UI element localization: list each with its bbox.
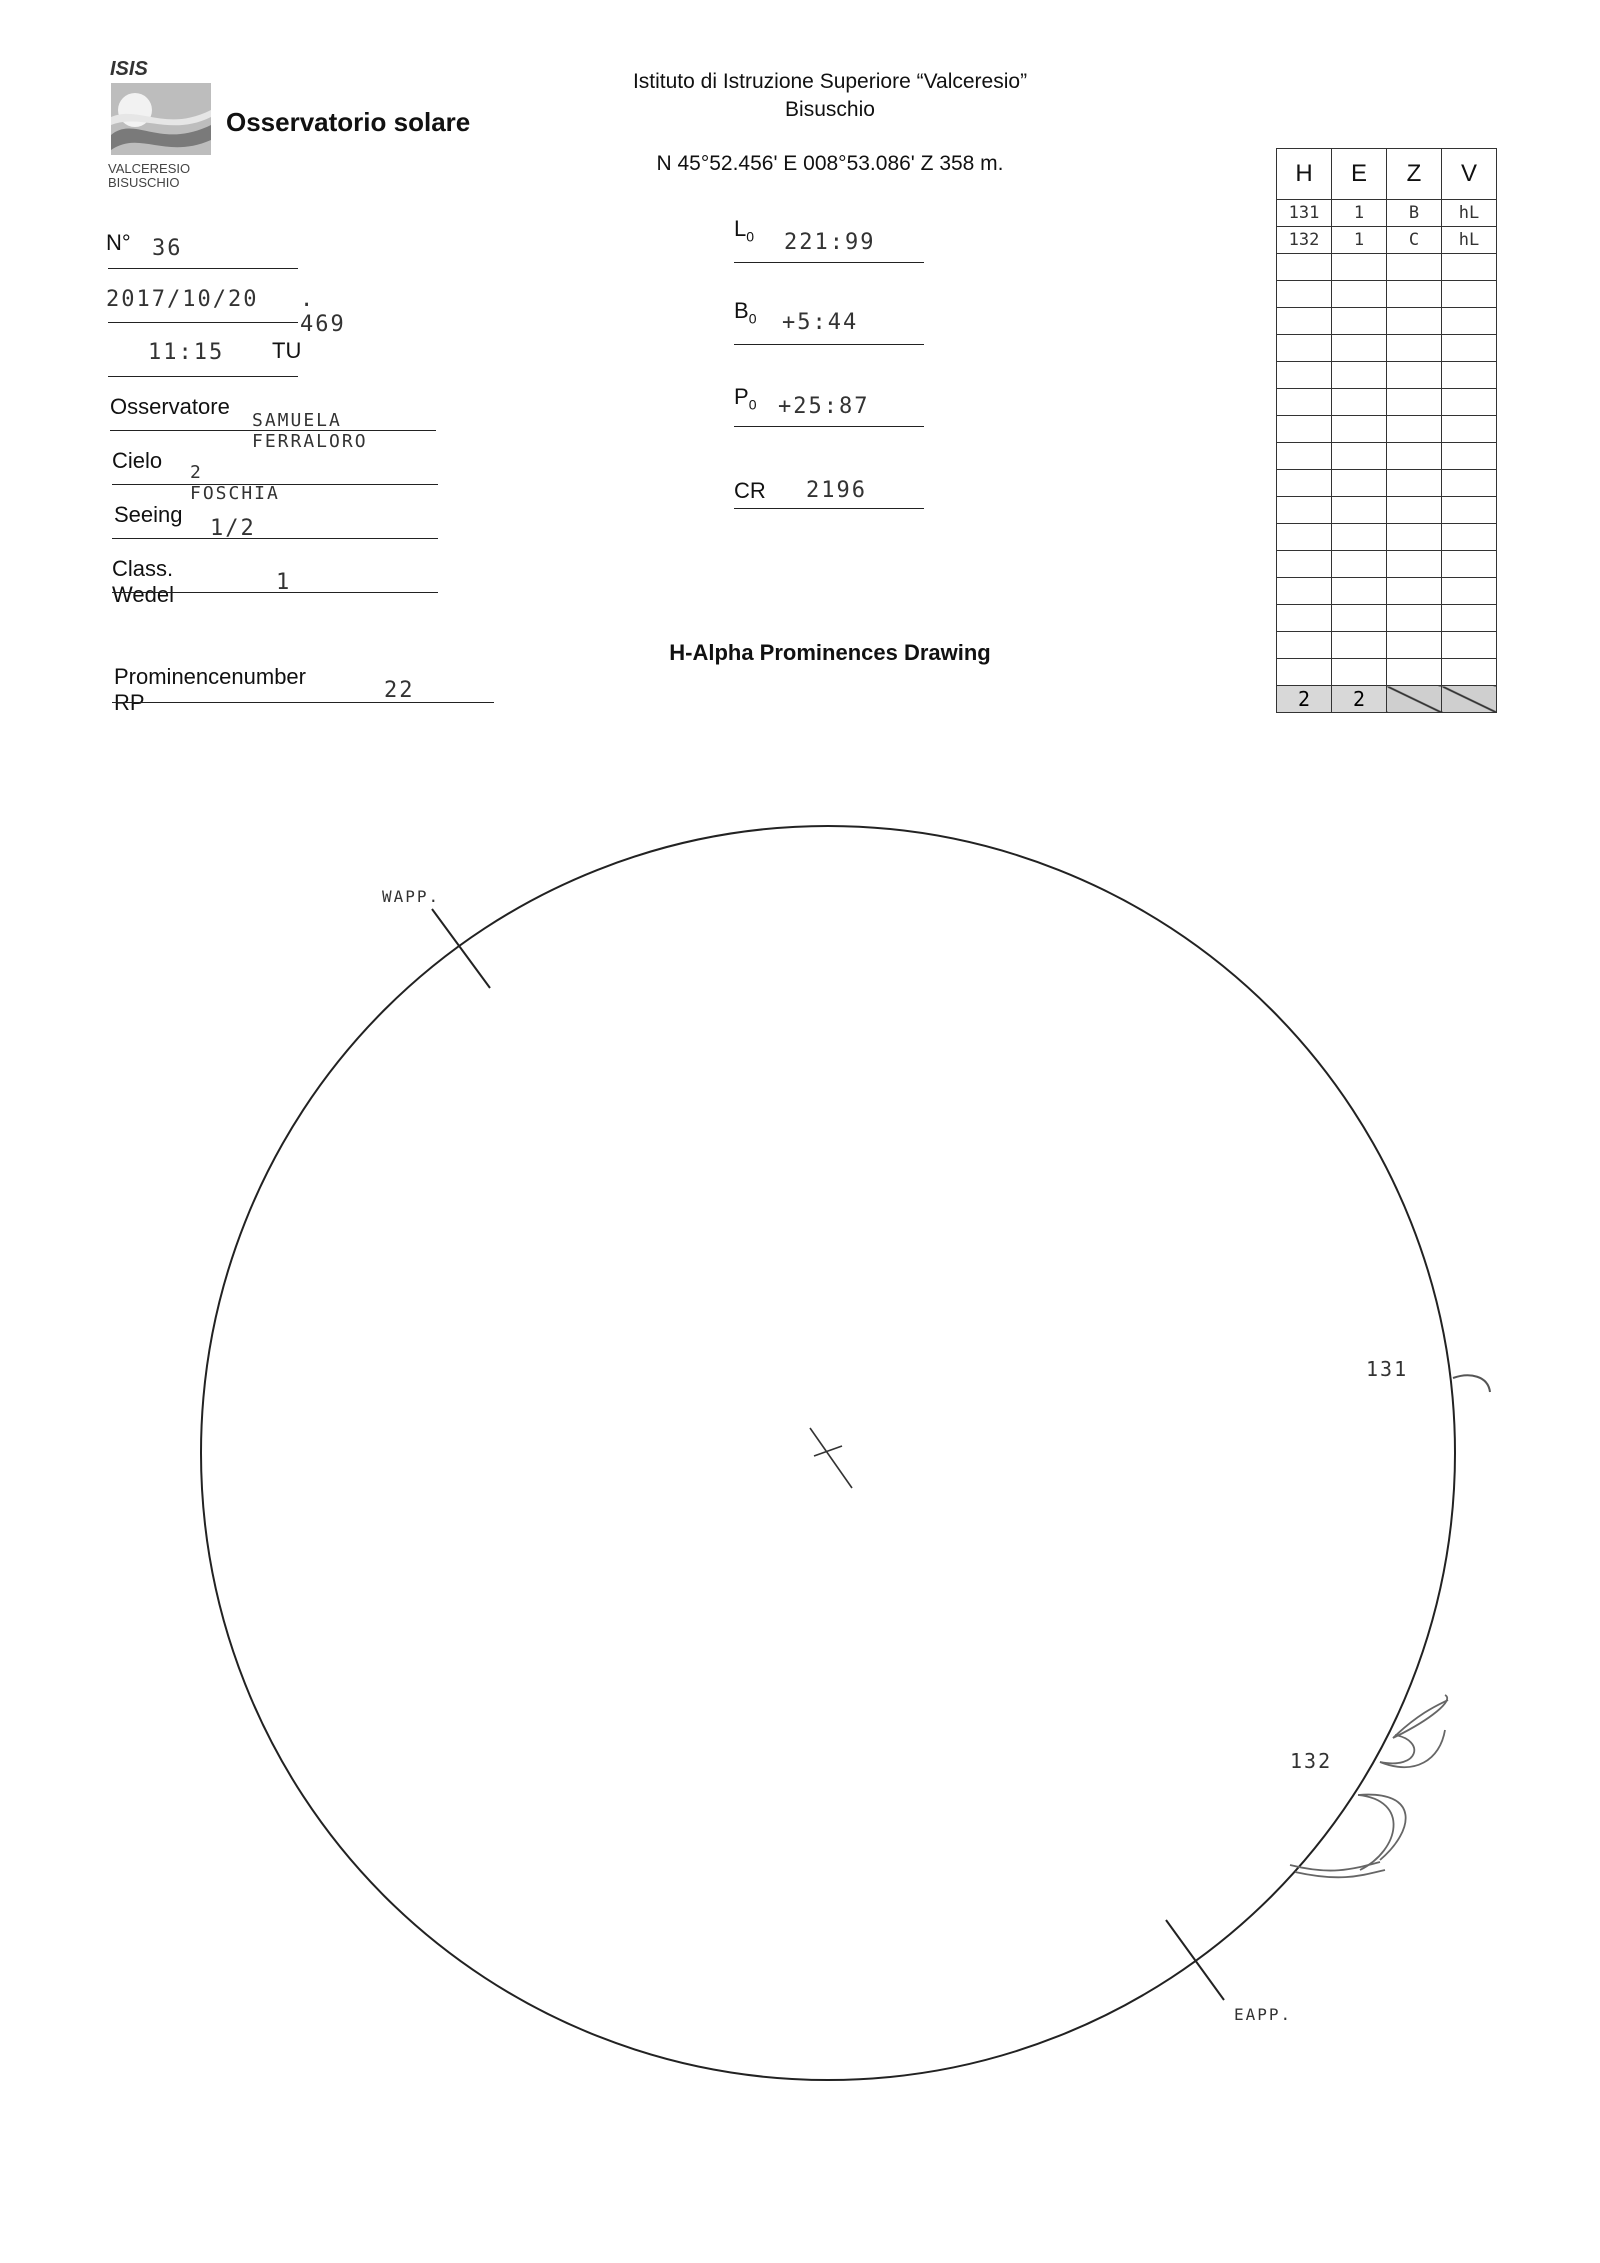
total-cell: 2	[1332, 686, 1387, 713]
b0-label: $B_0$	[734, 298, 757, 327]
cell-e: 1	[1332, 200, 1387, 227]
number-label: N°	[106, 230, 131, 255]
cr-value: 2196	[806, 478, 867, 503]
drawing-title: H-Alpha Prominences Drawing	[669, 640, 991, 665]
west-label: WAPP.	[382, 887, 441, 906]
prominence-number-label: Prominencenumber RP	[114, 664, 306, 715]
header-z: Z	[1387, 149, 1442, 200]
site-coordinates: N 45°52.456' E 008°53.086' Z 358 m.	[656, 152, 1004, 175]
east-tick	[1166, 1920, 1224, 2000]
prominence-131-shape	[1453, 1375, 1490, 1392]
p0-label: $P_0$	[734, 384, 757, 413]
time-value: 11:15	[148, 340, 225, 365]
cell-h: 131	[1277, 200, 1332, 227]
seeing-value: 1/2	[210, 516, 256, 541]
p0-value: +25:87	[778, 394, 870, 419]
wedel-value: 1	[276, 570, 292, 595]
wedel-label: Class. Wedel	[112, 556, 174, 607]
logo-valceresio-text: VALCERESIO	[108, 161, 191, 176]
cell-z: B	[1387, 200, 1442, 227]
l0-value: 221:99	[784, 230, 876, 255]
time-unit: TU	[272, 338, 302, 363]
seeing-label: Seeing	[114, 502, 183, 527]
l0-label: $L_0$	[734, 216, 755, 245]
header-h: H	[1277, 149, 1332, 200]
east-label: EAPP.	[1234, 2005, 1293, 2024]
number-value: 36	[152, 236, 183, 261]
cell-h: 132	[1277, 227, 1332, 254]
cell-z: C	[1387, 227, 1442, 254]
cell-v: hL	[1442, 200, 1497, 227]
observatory-title: Osservatorio solare	[226, 107, 471, 137]
date-fraction: . 469	[300, 287, 346, 337]
center-cross-a	[810, 1428, 852, 1488]
sky-value: 2 FOSCHIA	[190, 462, 280, 504]
prominence-131-label: 131	[1366, 1357, 1409, 1381]
cell-v: hL	[1442, 227, 1497, 254]
b0-value: +5:44	[782, 310, 859, 335]
logo-bisuschio-text: BISUSCHIO	[108, 175, 180, 190]
date-value: 2017/10/20	[106, 287, 259, 312]
institute-town: Bisuschio	[785, 98, 875, 121]
sky-label: Cielo	[112, 448, 163, 473]
cr-label: CR	[734, 478, 766, 503]
header-e: E	[1332, 149, 1387, 200]
total-cell: 2	[1277, 686, 1332, 713]
prominence-number-value: 22	[384, 678, 415, 703]
observer-label: Osservatore	[110, 394, 230, 419]
institute-name: Istituto di Istruzione Superiore “Valceresio”	[632, 70, 1028, 93]
logo-isis-text: ISIS	[110, 58, 148, 80]
cell-e: 1	[1332, 227, 1387, 254]
observer-value: SAMUELA FERRALORO	[252, 410, 368, 452]
west-tick	[432, 909, 490, 988]
prominence-132-label: 132	[1290, 1749, 1333, 1773]
header-v: V	[1442, 149, 1497, 200]
